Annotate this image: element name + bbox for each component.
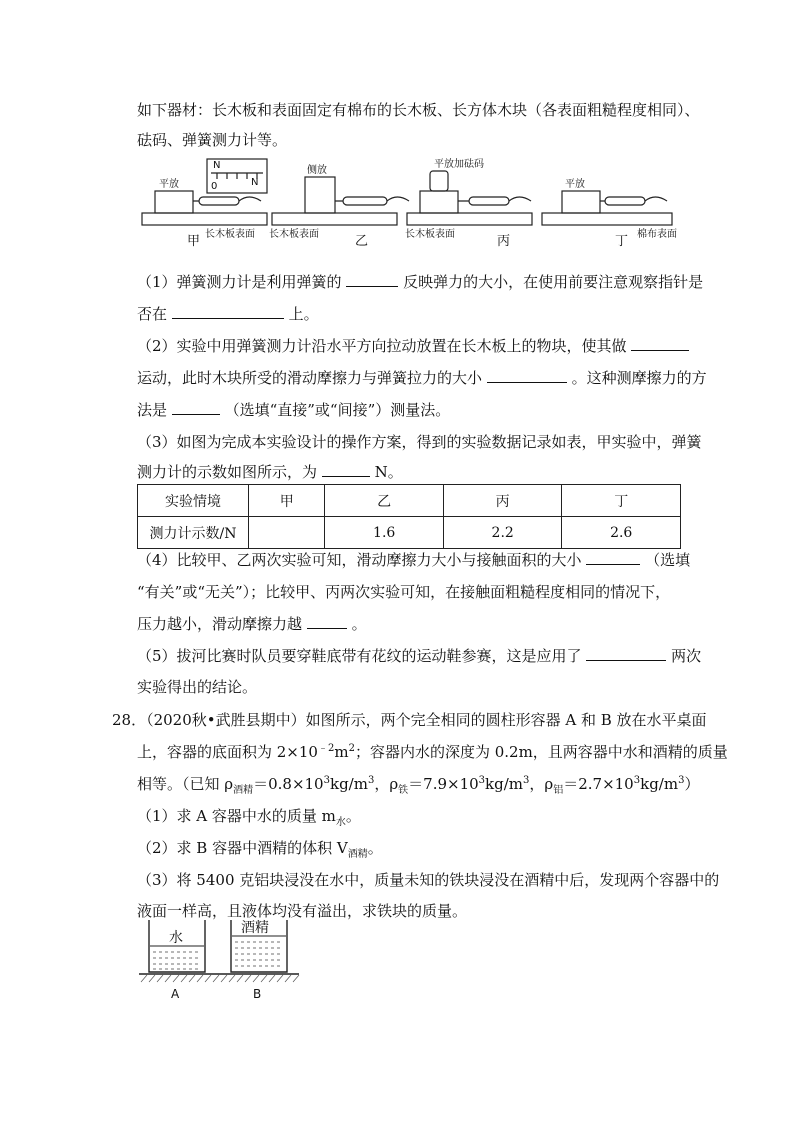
board-ding (542, 213, 672, 225)
answer-blank-5[interactable] (586, 646, 666, 661)
containers-figure (137, 912, 307, 1002)
problem-number: 28． (112, 711, 147, 729)
sub-question-2: （2）求 B 容器中酒精的体积 $V_{酒精}$。 (137, 839, 383, 860)
friction-experiment-figure (137, 155, 677, 255)
weight-bing (430, 171, 448, 191)
board-bing (407, 213, 532, 225)
container-label-b: B (253, 987, 262, 1001)
block-bing (420, 191, 458, 213)
block-label-yi: 侧放 (307, 165, 327, 176)
problem-28-line-1: 28．（2020秋•武胜县期中）如图所示，两个完全相同的圆柱形容器 A 和 B 放在水平桌面 (112, 711, 707, 729)
board-yi (272, 213, 397, 225)
gauge-unit-top: N (213, 160, 221, 171)
block-label-ding: 平放 (565, 179, 585, 190)
answer-blank-2a[interactable] (631, 336, 689, 351)
question-5-line-2: 实验得出的结论。 (137, 678, 258, 696)
sub-question-3-line-2: 液面一样高，且液体均没有溢出，求铁块的质量。 (137, 902, 468, 920)
question-3-line-1: （3）如图为完成本实验设计的操作方案，得到的实验数据记录如表，甲实验中，弹簧 (137, 433, 702, 451)
intro-line-1: 如下器材：长木板和表面固定有棉布的长木板、长方体木块（各表面粗糙程度相同）、 (137, 101, 700, 119)
question-5-line-1: （5）拔河比赛时队员要穿鞋底带有花纹的运动鞋参赛，这是应用了 两次 (137, 647, 702, 665)
question-4-line-2: “有关”或“无关”）；比较甲、丙两次实验可知，在接触面粗糙程度相同的情况下， (137, 583, 671, 601)
answer-blank-2c[interactable] (172, 400, 220, 415)
surface-label-jia: 长木板表面 (205, 229, 255, 240)
surface-label-bing: 长木板表面 (405, 229, 455, 240)
answer-blank-1a[interactable] (346, 272, 398, 287)
table-cell: 2.6 (562, 517, 681, 549)
problem-28-line-2: 上，容器的底面积为 $2\times 10^{﹣2}m^2$；容器内水的深度为 0.2m，且两容器中水和酒精的质量 (137, 743, 728, 761)
table-header-cell: 实验情境 (138, 485, 249, 517)
liquid-label-b: 酒精 (241, 920, 269, 936)
block-ding (562, 191, 600, 213)
answer-blank-3[interactable] (322, 462, 370, 477)
answer-blank-4b[interactable] (307, 614, 347, 629)
spring-scale-ding (605, 197, 645, 205)
question-3-line-2: 测力计的示数如图所示，为 N。 (137, 463, 403, 481)
block-yi (305, 177, 335, 213)
question-2-line-3: 法是 （选填“直接”或“间接”）测量法。 (137, 401, 451, 419)
panel-label-jia: 甲 (187, 234, 201, 249)
table-cell-empty[interactable] (249, 517, 325, 549)
question-2-line-2: 运动，此时木块所受的滑动摩擦力与弹簧拉力的大小 。这种测摩擦力的方 (137, 369, 707, 387)
surface-label-yi: 长木板表面 (269, 229, 319, 240)
block-label-jia: 平放 (159, 179, 179, 190)
spring-scale-yi (343, 197, 387, 205)
panel-label-ding: 丁 (615, 234, 629, 249)
question-4-line-1: （4）比较甲、乙两次实验可知，滑动摩擦力大小与接触面积的大小 （选填 (137, 551, 691, 569)
gauge-unit-mid: N (251, 177, 259, 188)
table-header-cell: 丙 (443, 485, 562, 517)
table-header-row (138, 485, 681, 517)
table-header-cell: 丁 (562, 485, 681, 517)
table-header-cell: 甲 (249, 485, 325, 517)
data-table (137, 484, 681, 549)
answer-blank-2b[interactable] (487, 368, 567, 383)
gauge-zero: 0 (211, 181, 218, 192)
table-header-cell: 乙 (325, 485, 444, 517)
table-cell: 2.2 (443, 517, 562, 549)
panel-label-bing: 丙 (497, 234, 511, 249)
panel-label-yi: 乙 (355, 234, 369, 249)
question-1-line-2: 否在 上。 (137, 305, 319, 323)
liquid-label-a: 水 (169, 930, 183, 946)
spring-scale-jia (199, 197, 239, 205)
table-row (138, 517, 681, 549)
sub-question-1: （1）求 A 容器中水的质量 $m_水$。 (137, 807, 361, 828)
problem-28-line-3: 相等。（已知 $\rho_{酒精}=0.8\times 10^3kg/m^3$，$\rho_铁=7.9\times 10^3kg/m^3$，$\rho_铝=2.7\times 10^3kg/m^3$） (137, 775, 700, 796)
board-jia (142, 213, 267, 225)
block-jia (155, 191, 193, 213)
question-4-line-3: 压力越小，滑动摩擦力越 。 (137, 615, 367, 633)
table-cell: 1.6 (325, 517, 444, 549)
question-1-line-1: （1）弹簧测力计是利用弹簧的 反映弹力的大小，在使用前要注意观察指针是 (137, 273, 704, 291)
container-label-a: A (171, 987, 180, 1001)
intro-line-2: 砝码、弹簧测力计等。 (137, 131, 288, 149)
answer-blank-4a[interactable] (586, 550, 640, 565)
surface-label-ding: 棉布表面 (637, 229, 677, 240)
answer-blank-1b[interactable] (172, 304, 284, 319)
table-cell: 测力计示数/N (138, 517, 249, 549)
question-2-line-1: （2）实验中用弹簧测力计沿水平方向拉动放置在长木板上的物块，使其做 (137, 336, 689, 356)
sub-question-3-line-1: （3）将 5400 克铝块浸没在水中，质量未知的铁块浸没在酒精中后，发现两个容器中的 (137, 871, 720, 889)
spring-scale-bing (469, 197, 509, 205)
block-label-bing: 平放加砝码 (434, 159, 484, 170)
